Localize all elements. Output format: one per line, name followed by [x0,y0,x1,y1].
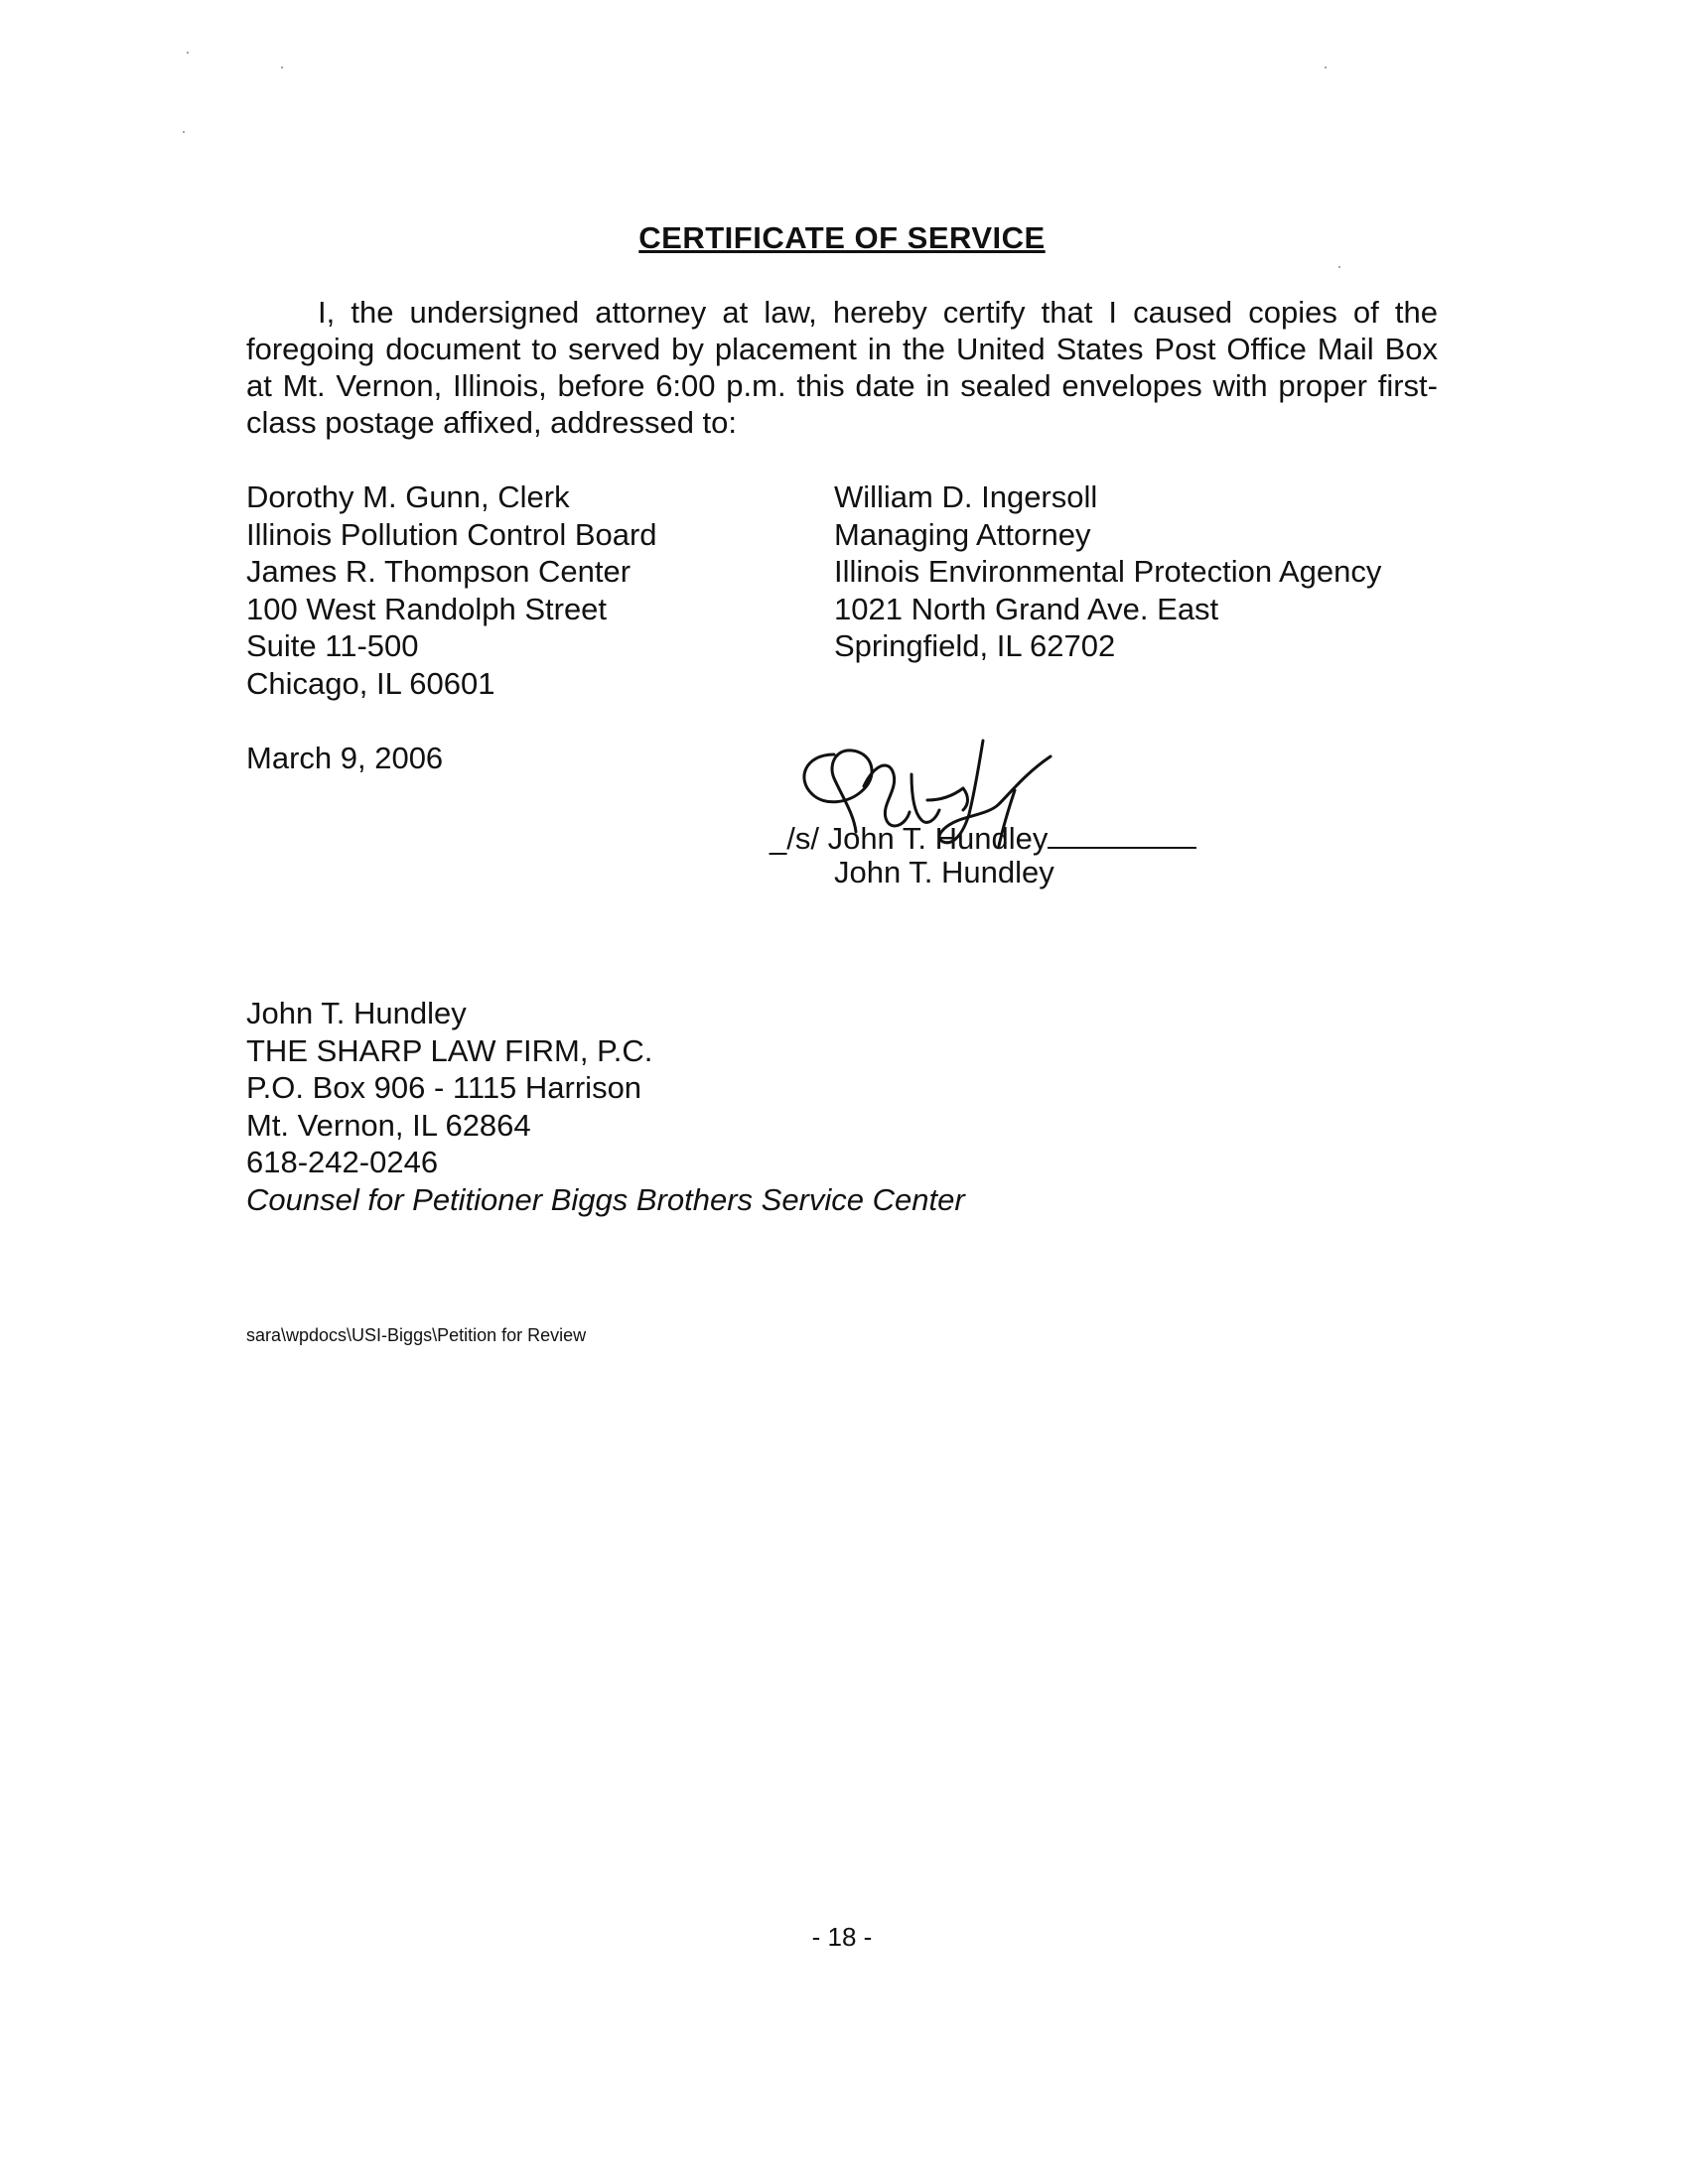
recipient-address-left [246,478,657,702]
firm-line: 618-242-0246 [246,1145,439,1179]
address-line: Chicago, IL 60601 [246,665,495,701]
address-line: Suite 11-500 [246,628,419,663]
scan-speck [183,131,185,133]
address-line: Dorothy M. Gunn, Clerk [246,479,570,514]
recipient-address-right [834,478,1381,665]
address-line: Illinois Pollution Control Board [246,516,657,552]
address-line: Managing Attorney [834,516,1091,552]
signature-block [770,735,1246,893]
typed-signature-text: _/s/ John T. Hundley [770,821,1049,856]
address-line: 100 West Randolph Street [246,591,608,626]
document-title: CERTIFICATE OF SERVICE [638,220,1046,255]
scan-speck [1325,67,1327,68]
attorney-firm-block [246,995,965,1218]
document-date: March 9, 2006 [246,741,444,775]
firm-line: Mt. Vernon, IL 62864 [246,1107,531,1143]
scan-speck [1338,266,1340,268]
scan-speck [281,67,283,68]
address-line: William D. Ingersoll [834,479,1098,514]
firm-line: P.O. Box 906 - 1115 Harrison [246,1070,642,1105]
address-line: Illinois Environmental Protection Agency [834,554,1382,589]
certification-paragraph: I, the undersigned attorney at law, hereby certify that I caused copies of the foregoing document to served by placement in the United States Post Office Mail Box at Mt. Vernon, Illinois, before 6:00 p.m. this date in sealed envelopes with proper first-class postage affixed, addressed to: [246,295,1438,440]
signature-typed-line [770,819,1196,857]
firm-line: THE SHARP LAW FIRM, P.C. [246,1032,653,1068]
address-line: 1021 North Grand Ave. East [834,591,1219,626]
firm-line: John T. Hundley [246,996,467,1030]
counsel-description: Counsel for Petitioner Biggs Brothers Service Center [246,1181,965,1217]
address-line: James R. Thompson Center [246,554,632,589]
file-path: sara\wpdocs\USI-Biggs\Petition for Review [246,1325,587,1345]
address-line: Springfield, IL 62702 [834,628,1116,663]
scan-speck [187,52,189,54]
page-number: - 18 - [811,1922,873,1952]
signer-printed-name: John T. Hundley [834,855,1054,889]
signature-underline [1048,819,1196,849]
